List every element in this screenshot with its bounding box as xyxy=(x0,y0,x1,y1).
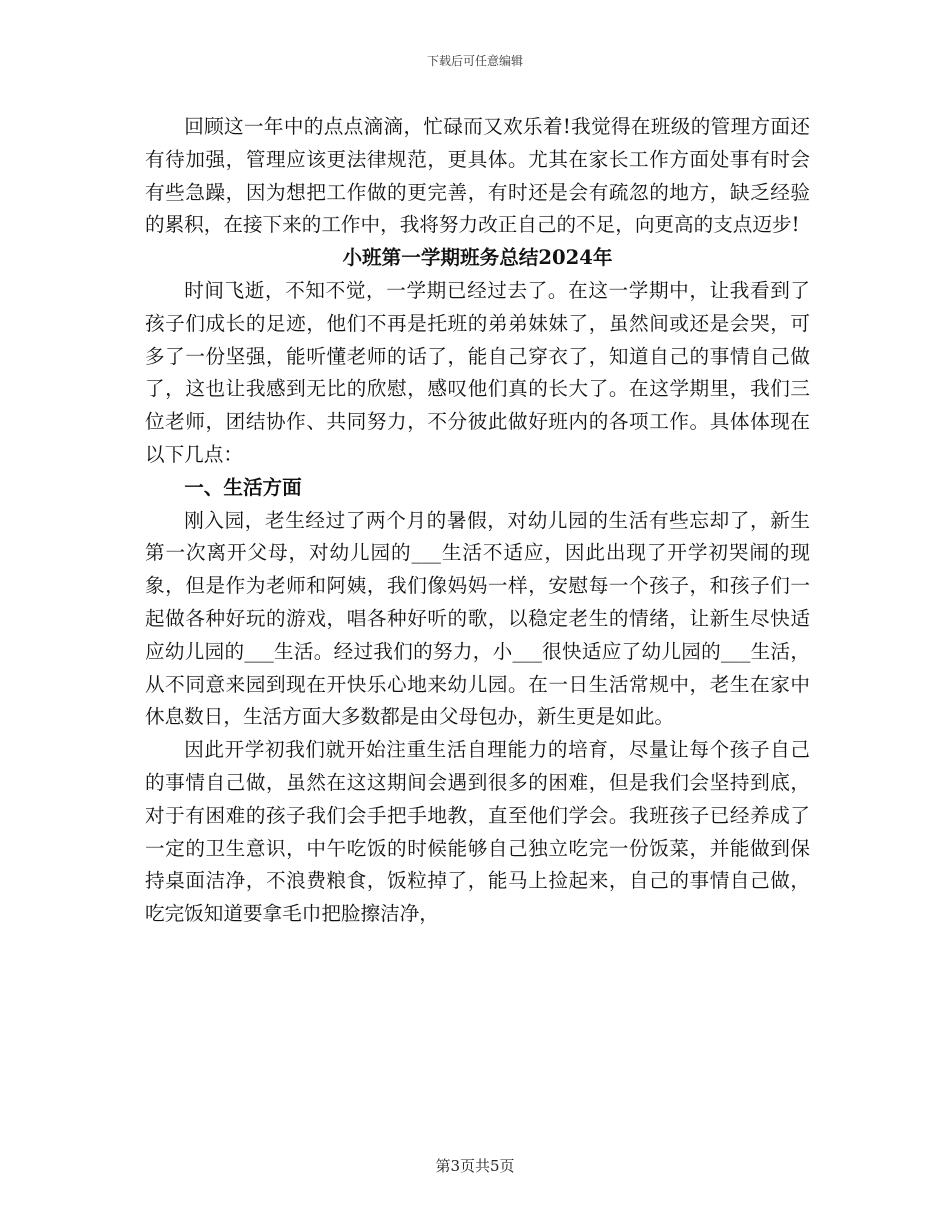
paragraph-review: 回顾这一年中的点点滴滴，忙碌而又欢乐着!我觉得在班级的管理方面还有待加强，管理应该更法律规范，更具体。尤其在家长工作方面处事有时会有些急躁，因为想把工作做的更完善，有时还是会有疏忽的地方，缺乏经验的累积，在接下来的工作中，我将努力改正自己的不足，向更高的支点迈步! xyxy=(145,115,810,237)
page-footer-number: 第3页共5页 xyxy=(435,1157,515,1175)
document-title: 小班第一学期班务总结2024年 xyxy=(342,246,613,270)
paragraph-life-adaptation: 刚入园，老生经过了两个月的暑假，对幼儿园的生活有些忘却了，新生第一次离开父母，对幼儿园的___生活不适应，因此出现了开学初哭闹的现象，但是作为老师和阿姨，我们像妈妈一样，安慰每一个孩子，和孩子们一起做各种好玩的游戏，唱各种好听的歌，以稳定老生的情绪，让新生尽快适应幼儿园的___生活。经过我们的努力，小___很快适应了幼儿园的___生活，从不同意来园到现在开快乐心地来幼儿园。在一日生活常规中，老生在家中休息数日，生活方面大多数都是由父母包办，新生更是如此。 xyxy=(145,508,810,729)
section-heading-life: 一、生活方面 xyxy=(184,475,302,499)
paragraph-intro: 时间飞逝，不知不觉，一学期已经过去了。在这一学期中，让我看到了孩子们成长的足迹，他们不再是托班的弟弟妹妹了，虽然间或还是会哭，可多了一份坚强，能听懂老师的话了，能自己穿衣了，知道自己的事情自己做了，这也让我感到无比的欣慰，感叹他们真的长大了。在这学期里，我们三位老师，团结协作、共同努力，不分彼此做好班内的各项工作。具体体现在以下几点： xyxy=(145,278,810,466)
paragraph-self-care: 因此开学初我们就开始注重生活自理能力的培育，尽量让每个孩子自己的事情自己做，虽然在这这期间会遇到很多的困难，但是我们会坚持到底，对于有困难的孩子我们会手把手地教，直至他们学会。我班孩子已经养成了一定的卫生意识，中午吃饭的时候能够自己独立吃完一份饭菜，并能做到保持桌面洁净，不浪费粮食，饭粒掉了，能马上捡起来，自己的事情自己做，吃完饭知道要拿毛巾把脸擦洁净， xyxy=(145,738,810,926)
page-header-note: 下载后可任意编辑 xyxy=(426,54,523,68)
document-body xyxy=(145,111,810,931)
